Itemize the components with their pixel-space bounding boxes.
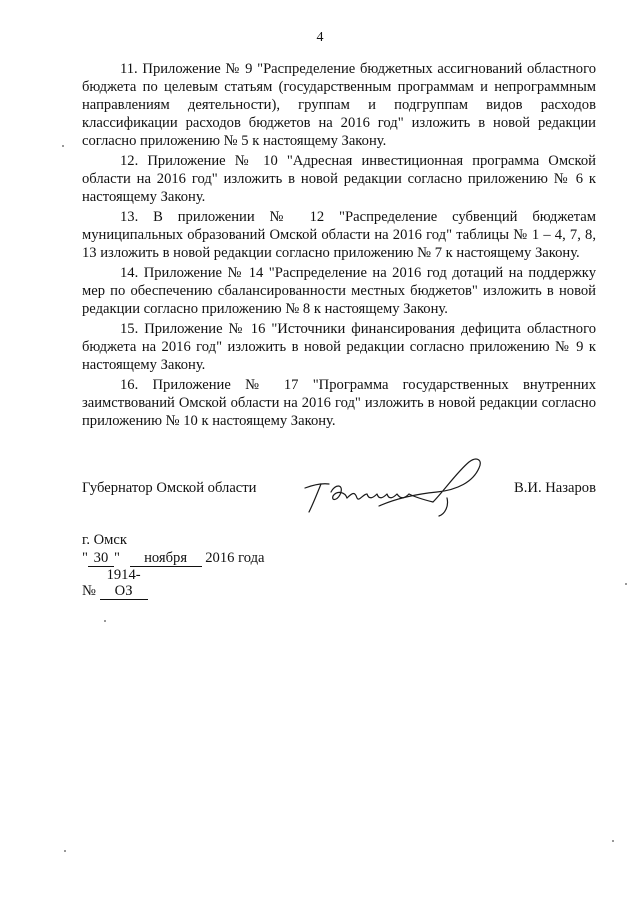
- signatory-title: Губернатор Омской области: [82, 480, 257, 496]
- law-number-prefix: №: [82, 583, 96, 599]
- paragraph-item-15: 15. Приложение № 16 "Источники финансирования дефицита областного бюджета на 2016 год" изложить в новой редакции согласно приложению № 9 к настоящему Закону.: [82, 321, 596, 373]
- handwritten-signature: [297, 454, 497, 520]
- date-year: 2016 года: [205, 550, 265, 566]
- city-line: г. Омск: [82, 532, 127, 548]
- date-line: [82, 549, 265, 567]
- quote-open: ": [82, 550, 88, 566]
- signature-block: [82, 478, 596, 508]
- paragraph-item-14: 14. Приложение № 14 "Распределение на 2016 год дотаций на поддержку мер по обеспечению сбалансированности местных бюджетов" изложить в новой редакции согласно приложению № 8 к настоящему Закону.: [82, 265, 596, 317]
- paragraph-item-16: 16. Приложение № 17 "Программа государственных внутренних заимствований Омской области на 2016 год" изложить в новой редакции согласно приложению № 10 к настоящему Закону.: [82, 377, 596, 429]
- scan-speck: [104, 620, 106, 622]
- date-day: 30: [88, 550, 114, 567]
- quote-close: ": [113, 550, 120, 566]
- date-month: ноября: [130, 550, 202, 567]
- scan-speck: [62, 145, 64, 147]
- signatory-name: В.И. Назаров: [514, 480, 596, 496]
- scan-speck: [64, 850, 66, 852]
- law-number-line: [82, 567, 265, 600]
- law-number: 1914-ОЗ: [100, 567, 148, 600]
- paragraph-item-13: 13. В приложении № 12 "Распределение субвенций бюджетам муниципальных образований Омской области на 2016 год" таблицы № 1 – 4, 7, 8, 13 изложить в новой редакции согласно приложению № 7 к настоящему Закону.: [82, 209, 596, 261]
- page-number: 4: [316, 30, 324, 45]
- paragraph-item-11: 11. Приложение № 9 "Распределение бюджетных ассигнований областного бюджета по целевым статьям (государственным программам и непрограммным направлениям деятельности), группам и подгруппам видов расходов классификации расходов бюджетов на 2016 год" изложить в новой редакции согласно приложению № 5 к настоящему Закону.: [82, 61, 596, 149]
- scan-speck: [625, 583, 627, 585]
- paragraph-item-12: 12. Приложение № 10 "Адресная инвестиционная программа Омской области на 2016 год" изложить в новой редакции согласно приложению № 6 к настоящему Закону.: [82, 153, 596, 205]
- place-date-block: [82, 531, 265, 600]
- scan-speck: [612, 840, 614, 842]
- document-body: [82, 60, 596, 432]
